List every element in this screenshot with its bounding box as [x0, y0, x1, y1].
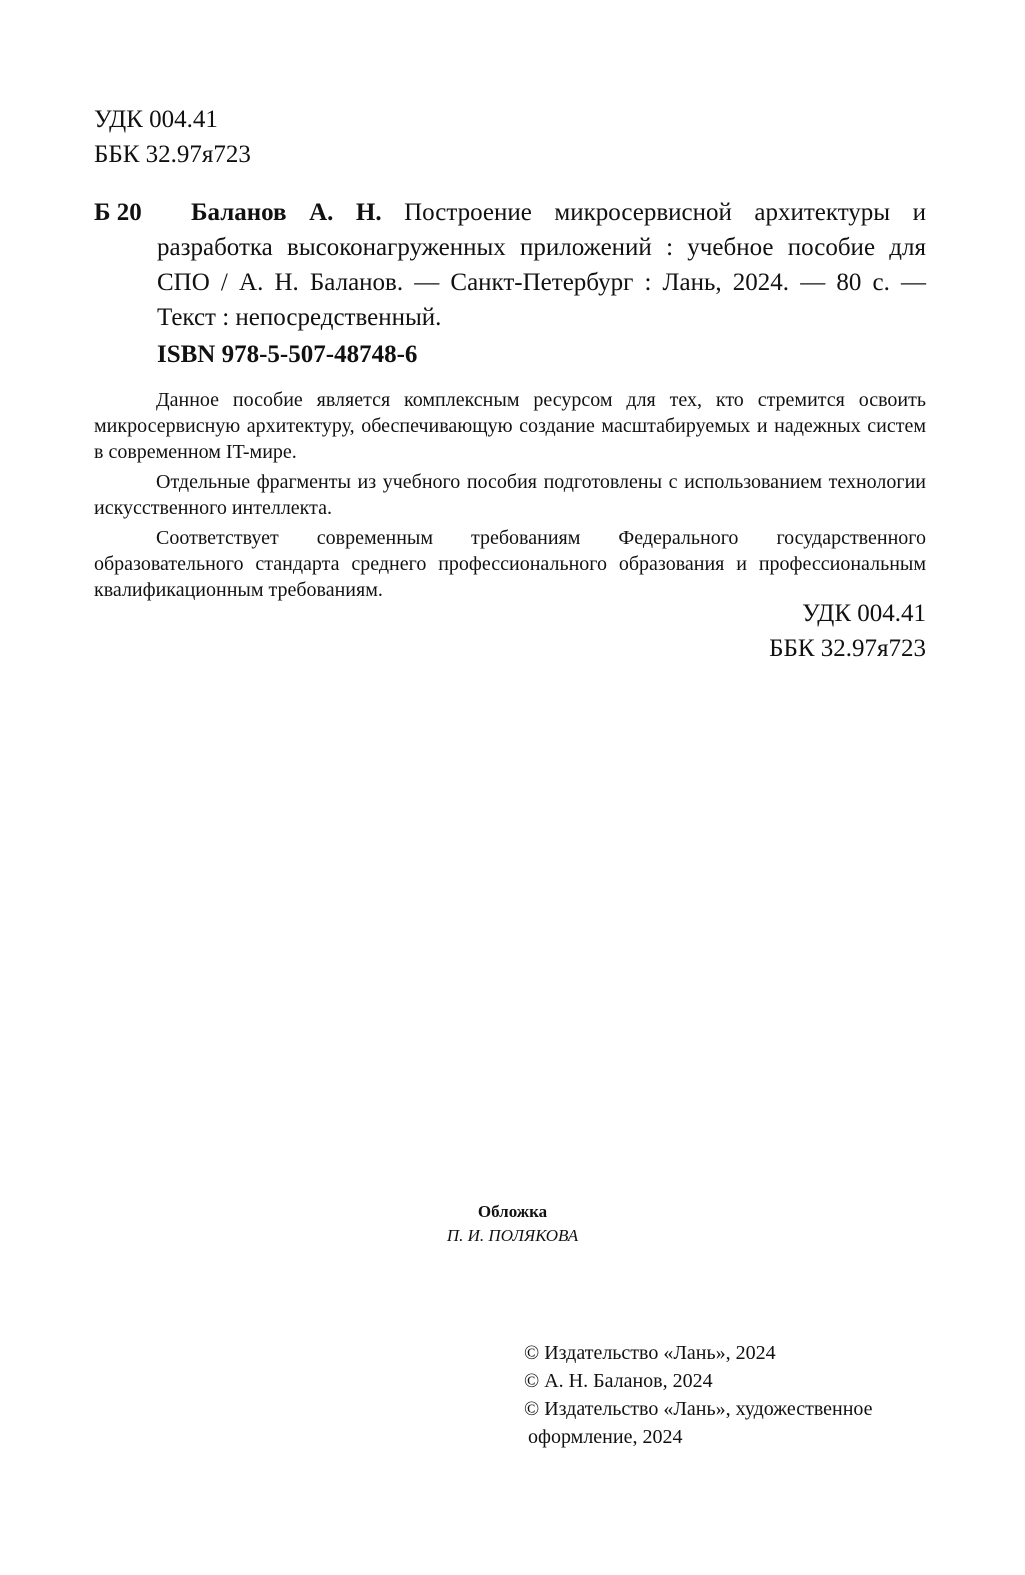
description-text: Построение микросервисной архитектуры и разработка высоконагруженных приложений : учебное пособие для СПО / А. Н. Баланов. — Санкт-Петербург : Лань, 2024. — 80 с. — Текст : непосредственный.	[157, 199, 926, 331]
udk-code: УДК 004.41	[802, 600, 926, 627]
copyright-line: © Издательство «Лань», 2024	[524, 1342, 776, 1364]
annotation	[94, 387, 926, 607]
cover-label: Обложка	[477, 1202, 548, 1221]
annotation-paragraph: Соответствует современным требованиям Федерального государственного образовательного стандарта среднего профессионального образования и профессиональным квалификационным требованиям.	[94, 527, 926, 601]
annotation-paragraph: Отдельные фрагменты из учебного пособия подготовлены с использованием технологии искусственного интеллекта.	[94, 471, 926, 519]
udk-code: УДК 004.41	[94, 106, 218, 133]
author-name: Баланов А. Н.	[191, 199, 382, 226]
author-mark: Б 20	[94, 199, 142, 226]
annotation-paragraph: Данное пособие является комплексным ресурсом для тех, кто стремится освоить микросервисную архитектуру, обеспечивающую создание масштабируемых и надежных систем в современном IT-мире.	[94, 389, 926, 463]
classification-top	[94, 102, 251, 172]
bbk-code: ББК 32.97я723	[94, 141, 251, 168]
copyright-line: © А. Н. Баланов, 2024	[524, 1370, 713, 1392]
copyright-line: © Издательство «Лань», художественное	[524, 1398, 873, 1420]
isbn: ISBN 978-5-507-48748-6	[157, 341, 418, 368]
copyright-line: оформление, 2024	[528, 1426, 683, 1448]
bibliographic-entry	[94, 195, 926, 335]
bbk-code: ББК 32.97я723	[769, 635, 926, 662]
cover-designer: П. И. ПОЛЯКОВА	[446, 1226, 579, 1245]
bibliographic-description	[157, 195, 926, 335]
classification-bottom	[769, 596, 926, 666]
cover-credit	[0, 1200, 1025, 1248]
copyright-block	[524, 1339, 873, 1451]
